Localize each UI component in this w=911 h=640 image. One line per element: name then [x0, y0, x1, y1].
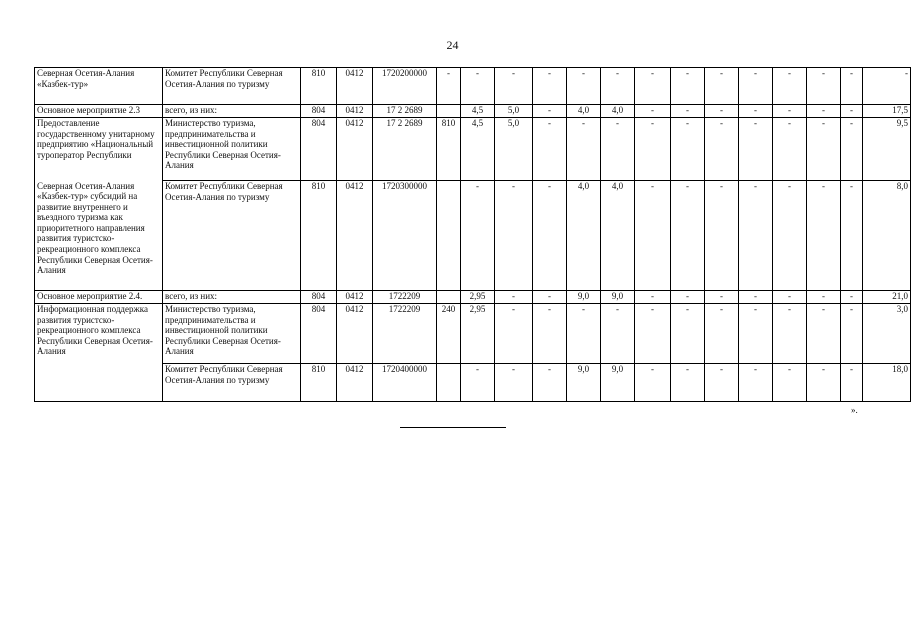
- csr-code: 1722209: [373, 291, 437, 304]
- year-value: -: [705, 118, 739, 181]
- year-value: -: [773, 181, 807, 291]
- vr-code: [437, 181, 461, 291]
- year-value: -: [739, 304, 773, 364]
- vr-code: [437, 105, 461, 118]
- year-value: 9,0: [567, 291, 601, 304]
- year-value: -: [635, 68, 671, 105]
- grbs-code: 804: [301, 291, 337, 304]
- executor: всего, из них:: [163, 291, 301, 304]
- vr-code: 240: [437, 304, 461, 364]
- year-value: -: [533, 304, 567, 364]
- year-value: -: [739, 105, 773, 118]
- grbs-code: 810: [301, 364, 337, 402]
- year-value: -: [601, 118, 635, 181]
- page-number: 24: [446, 38, 459, 52]
- rzpr-code: 0412: [337, 105, 373, 118]
- closing-quote-mark: ».: [851, 405, 858, 415]
- year-value: -: [739, 364, 773, 402]
- year-value: -: [461, 364, 495, 402]
- year-value: -: [705, 68, 739, 105]
- rzpr-code: 0412: [337, 304, 373, 364]
- year-value: -: [773, 68, 807, 105]
- year-value: -: [739, 68, 773, 105]
- vr-code: [437, 364, 461, 402]
- year-value: -: [635, 291, 671, 304]
- executor: Комитет Республики Северная Осетия-Алания по туризму: [163, 364, 301, 402]
- year-value: -: [705, 181, 739, 291]
- year-value: -: [533, 68, 567, 105]
- vr-code: 810: [437, 118, 461, 181]
- vr-code: -: [437, 68, 461, 105]
- executor: всего, из них:: [163, 105, 301, 118]
- year-value: -: [705, 364, 739, 402]
- grbs-code: 810: [301, 68, 337, 105]
- year-value: -: [671, 118, 705, 181]
- year-value: -: [773, 118, 807, 181]
- year-value: -: [533, 181, 567, 291]
- rzpr-code: 0412: [337, 291, 373, 304]
- year-value: -: [533, 291, 567, 304]
- year-value: -: [841, 291, 863, 304]
- rzpr-code: 0412: [337, 68, 373, 105]
- total-value: 18,0: [863, 364, 911, 402]
- year-value: -: [841, 118, 863, 181]
- table-row: [35, 68, 911, 105]
- year-value: 4,0: [567, 181, 601, 291]
- year-value: -: [567, 304, 601, 364]
- csr-code: 1720200000: [373, 68, 437, 105]
- year-value: -: [495, 181, 533, 291]
- year-value: 4,5: [461, 118, 495, 181]
- year-value: 5,0: [495, 118, 533, 181]
- total-value: 9,5: [863, 118, 911, 181]
- rzpr-code: 0412: [337, 364, 373, 402]
- year-value: -: [807, 304, 841, 364]
- csr-code: 1722209: [373, 304, 437, 364]
- measure-name: Информационная поддержка развития туристско-рекреационного комплекса Республики Северная Осетия-Алания: [35, 304, 163, 364]
- csr-code: 1720300000: [373, 181, 437, 291]
- total-value: 21,0: [863, 291, 911, 304]
- year-value: -: [461, 68, 495, 105]
- year-value: -: [495, 68, 533, 105]
- rzpr-code: 0412: [337, 118, 373, 181]
- vr-code: [437, 291, 461, 304]
- year-value: -: [773, 105, 807, 118]
- measure-name: Основное мероприятие 2.4.: [35, 291, 163, 304]
- table-row: [35, 291, 911, 304]
- year-value: -: [807, 105, 841, 118]
- csr-code: 17 2 2689: [373, 118, 437, 181]
- executor: Министерство туризма, предпринимательства и инвестиционной политики Республики Северная Осетия-Алания: [163, 118, 301, 181]
- year-value: 2,95: [461, 291, 495, 304]
- footer-rule: [400, 427, 506, 428]
- year-value: -: [533, 105, 567, 118]
- measure-name: Северная Осетия-Алания «Казбек-тур»: [35, 68, 163, 105]
- year-value: -: [601, 68, 635, 105]
- year-value: -: [773, 291, 807, 304]
- measure-name: Северная Осетия-Алания «Казбек-тур» субсидий на развитие внутреннего и въездного туризма как приоритетного направления развития туристско-рекреационного комплекса Республики Северная Осетия-Алания: [35, 181, 163, 291]
- year-value: -: [841, 364, 863, 402]
- year-value: -: [841, 181, 863, 291]
- year-value: -: [533, 118, 567, 181]
- year-value: -: [671, 291, 705, 304]
- year-value: -: [739, 118, 773, 181]
- year-value: 4,5: [461, 105, 495, 118]
- year-value: -: [671, 105, 705, 118]
- year-value: -: [773, 364, 807, 402]
- year-value: 9,0: [601, 364, 635, 402]
- year-value: -: [635, 364, 671, 402]
- year-value: -: [841, 68, 863, 105]
- year-value: -: [635, 105, 671, 118]
- measure-name: [35, 364, 163, 402]
- year-value: -: [739, 291, 773, 304]
- year-value: -: [807, 364, 841, 402]
- executor: Комитет Республики Северная Осетия-Алания по туризму: [163, 181, 301, 291]
- year-value: -: [671, 304, 705, 364]
- table-row: [35, 364, 911, 402]
- grbs-code: 804: [301, 304, 337, 364]
- year-value: -: [705, 291, 739, 304]
- csr-code: 1720400000: [373, 364, 437, 402]
- year-value: -: [461, 181, 495, 291]
- year-value: -: [671, 181, 705, 291]
- table-row: [35, 105, 911, 118]
- year-value: -: [495, 304, 533, 364]
- year-value: -: [773, 304, 807, 364]
- year-value: 9,0: [601, 291, 635, 304]
- year-value: -: [841, 304, 863, 364]
- year-value: -: [705, 105, 739, 118]
- table-row: [35, 181, 911, 291]
- year-value: -: [807, 291, 841, 304]
- table-row: [35, 304, 911, 364]
- year-value: -: [739, 181, 773, 291]
- year-value: 2,95: [461, 304, 495, 364]
- year-value: -: [841, 105, 863, 118]
- year-value: -: [601, 304, 635, 364]
- year-value: -: [495, 291, 533, 304]
- executor: Комитет Республики Северная Осетия-Алания по туризму: [163, 68, 301, 105]
- total-value: -: [863, 68, 911, 105]
- year-value: 4,0: [601, 181, 635, 291]
- measure-name: Основное мероприятие 2.3: [35, 105, 163, 118]
- budget-table: [34, 67, 911, 402]
- year-value: -: [635, 304, 671, 364]
- executor: Министерство туризма, предпринимательства и инвестиционной политики Республики Северная Осетия-Алания: [163, 304, 301, 364]
- year-value: 4,0: [601, 105, 635, 118]
- year-value: -: [495, 364, 533, 402]
- year-value: 9,0: [567, 364, 601, 402]
- measure-name: Предоставление государственному унитарному предприятию «Национальный туроператор Республики: [35, 118, 163, 181]
- total-value: 3,0: [863, 304, 911, 364]
- year-value: -: [567, 68, 601, 105]
- year-value: -: [567, 118, 601, 181]
- rzpr-code: 0412: [337, 181, 373, 291]
- table-row: [35, 118, 911, 181]
- year-value: -: [705, 304, 739, 364]
- year-value: -: [807, 181, 841, 291]
- year-value: -: [635, 118, 671, 181]
- year-value: -: [807, 118, 841, 181]
- total-value: 8,0: [863, 181, 911, 291]
- year-value: -: [671, 364, 705, 402]
- year-value: -: [807, 68, 841, 105]
- grbs-code: 810: [301, 181, 337, 291]
- year-value: -: [671, 68, 705, 105]
- year-value: 4,0: [567, 105, 601, 118]
- year-value: 5,0: [495, 105, 533, 118]
- csr-code: 17 2 2689: [373, 105, 437, 118]
- year-value: -: [533, 364, 567, 402]
- grbs-code: 804: [301, 105, 337, 118]
- total-value: 17,5: [863, 105, 911, 118]
- year-value: -: [635, 181, 671, 291]
- grbs-code: 804: [301, 118, 337, 181]
